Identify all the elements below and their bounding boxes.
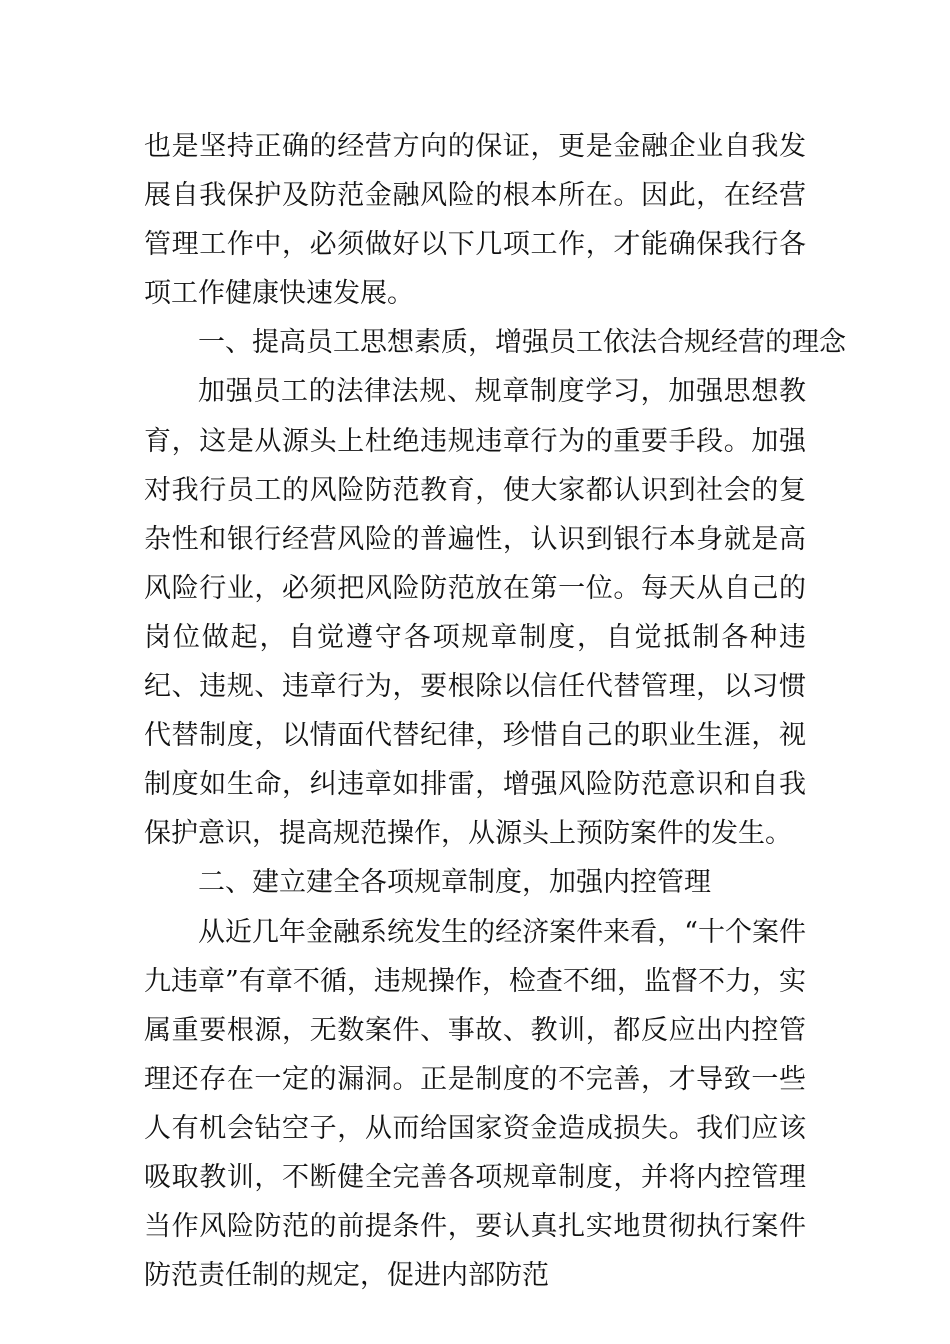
paragraph-continuation: 也是坚持正确的经营方向的保证，更是金融企业自我发展自我保护及防范金融风险的根本所在。因此，在经营管理工作中，必须做好以下几项工作，才能确保我行各项工作健康快速发展。 <box>144 131 806 310</box>
document-body <box>144 122 846 1300</box>
section-heading-2: 二、建立建全各项规章制度，加强内控管理 <box>198 867 711 899</box>
paragraph-section-2: 从近几年金融系统发生的经济案件来看，“十个案件九违章”有章不循，违规操作，检查不细，监督不力，实属重要根源，无数案件、事故、教训，都反应出内控管理还存在一定的漏洞。正是制度的不完善，才导致一些人有机会钻空子，从而给国家资金造成损失。我们应该吸取教训，不断健全完善各项规章制度，并将内控管理当作风险防范的前提条件，要认真扎实地贯彻执行案件防范责任制的规定，促进内部防范 <box>144 916 806 1292</box>
paragraph-section-1: 加强员工的法律法规、规章制度学习，加强思想教育，这是从源头上杜绝违规违章行为的重要手段。加强对我行员工的风险防范教育，使大家都认识到社会的复杂性和银行经营风险的普遍性，认识到银行本身就是高风险行业，必须把风险防范放在第一位。每天从自己的岗位做起，自觉遵守各项规章制度，自觉抵制各种违纪、违规、违章行为，要根除以信任代替管理，以习惯代替制度，以情面代替纪律，珍惜自己的职业生涯，视制度如生命，纠违章如排雷，增强风险防范意识和自我保护意识，提高规范操作，从源头上预防案件的发生。 <box>144 376 806 850</box>
section-heading-1: 一、提高员工思想素质，增强员工依法合规经营的理念 <box>198 327 846 359</box>
